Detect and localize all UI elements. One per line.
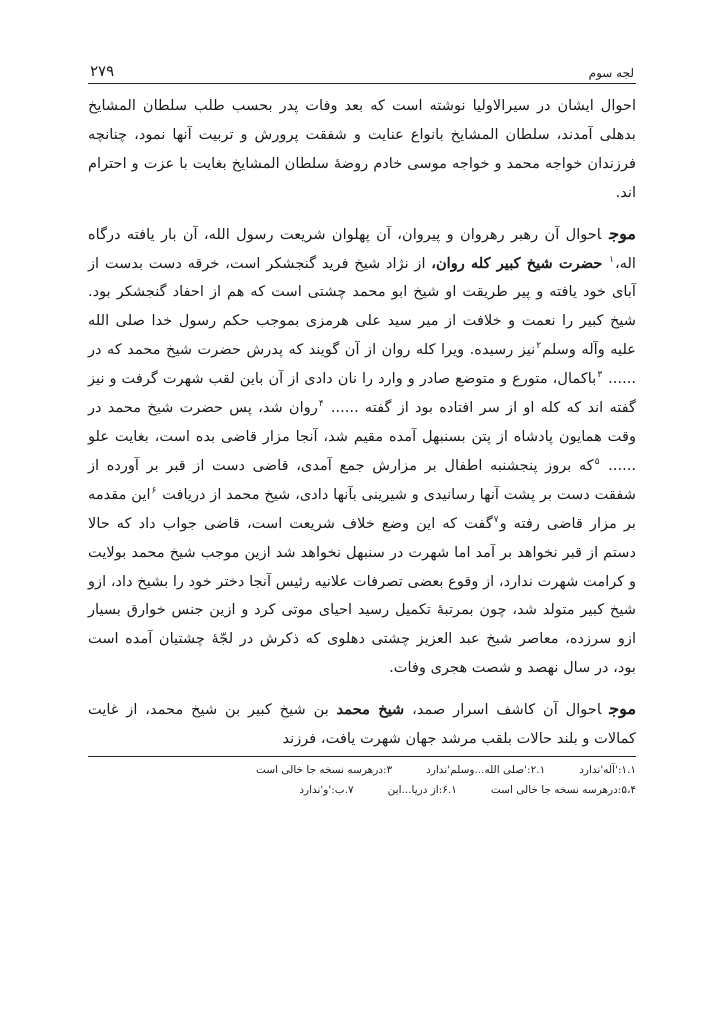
paragraph-1: احوال ایشان در سیرالاولیا نوشته است که بعد وفات پدر بحسب طلب سلطان المشایخ بدهلی آمدند، سلطان المشایخ بانواع عنایت و شفقت پرورش و تربیت آنها نمود، چنانچه فرزندان خواجه محمد و خواجه موسی خادم روضهٔ سلطان المشایخ بغایت با عزت و احترام اند. <box>88 97 636 201</box>
para2-seg4: روان شد، پس حضرت شیخ محمد در وقت همایون پادشاه از پتن بسنبهل آمده مقیم شد، آنجا مزار قاضی بده است، بغایت علو ...... <box>88 399 637 474</box>
para2-seg5: که بروز پنجشنبه اطفال بر مزارش جمع آمدی، قاضی دست از قبر بر آورده از شفقت دست بر پشت آنها رسانیدی و شیرینی بآنها دادی، شیخ محمد از دریافت <box>88 456 636 503</box>
running-header <box>88 54 636 84</box>
page-number: ۲۷۹ <box>90 62 115 80</box>
footnote-line-1 <box>88 760 636 780</box>
para2-intro: احوال آن رهبر رهروان و پیروان، آن پهلوان شریعت رسول الله، آن بار یافته درگاه اله، <box>88 225 636 272</box>
footnote-ref-5: ۵ <box>594 457 600 468</box>
chapter-title: لجه سوم <box>588 66 634 80</box>
sheikh-name-heading: شیخ محمد <box>336 701 405 719</box>
main-text <box>88 92 636 754</box>
para2-seg1: از نژاد شیخ فرید گنجشکر است، خرقه دست بدست از آبای خود یافته و پیر طریقت او شیخ ابو محمد چشتی است که هم از احفاد گنجشکر بود. شیخ کبیر را نعمت و خلافت از میر سید علی هرمزی بموجب حکم رسول خدا صلی الله علیه وآله وسلم <box>88 254 636 359</box>
footnotes <box>88 756 636 800</box>
footnote: ۷.ب:'و'ندارد <box>299 783 354 796</box>
footnote: ۲.۱:'صلی الله...وسلم'ندارد <box>426 763 546 776</box>
para2-seg7: گفت که این وضع خلاف شریعت است، قاضی جواب داد که حالا دستم از قبر نخواهد بر آمد اما شهرت در سنبهل نخواهد شد ازین موجب شیخ محمد بولایت و کرامت شهرت ندارد، از وقوع بعضی تصرفات علانیه رئیس آنجا دختر خود را بشیخ داد، ازو شیخ کبیر متولد شد، چون بمرتبهٔ تکمیل رسید احیای موتی کرد و ازین جنس خوارق بسیار ازو سرزده، معاصر شیخ عبد العزیز چشتی دهلوی که ذکرش در لجّهٔ چشتیان آمده است بود، در سال نهصد و شصت هجری وفات. <box>88 514 636 677</box>
paragraph-2 <box>88 220 636 684</box>
footnote-ref-7: ۷ <box>493 514 499 525</box>
footnote-ref-6: ۶ <box>151 485 157 496</box>
para3-intro: احوال آن کاشف اسرار صمد، <box>412 701 602 719</box>
para2-seg2: نیز رسیده. ویرا کله روان از آن گویند که پدرش حضرت شیخ محمد که در ...... <box>88 341 636 388</box>
paragraph-3 <box>88 695 636 754</box>
sheikh-name-heading: حضرت شیخ کبیر کله روان، <box>431 254 603 272</box>
mawj-marker: موج <box>609 223 636 243</box>
footnote-ref-1: ۱ <box>609 254 614 265</box>
footnote: ۱.۱:'آله'ندارد <box>579 763 636 776</box>
footnote: ۵،۴:درهرسه نسخه جا خالی است <box>490 783 636 796</box>
footnote: ۶.۱:از دریا...این <box>387 783 457 796</box>
footnote-line-2 <box>88 780 636 800</box>
footnote-ref-3: ۳ <box>597 370 603 381</box>
footnote: ۳:درهرسه نسخه جا خالی است <box>256 763 393 776</box>
footnote-ref-2: ۲ <box>536 341 542 352</box>
book-page <box>88 54 636 800</box>
para2-seg3: باکمال، متورع و متوضع صادر و وارد را نان دادی از آن باین لقب شهرت گرفت و نیز گفته اند که کله او از سر افتاده بود از گفته ...... <box>88 370 637 417</box>
mawj-marker: موج <box>609 699 637 719</box>
para2-seg6: این مقدمه بر مزار قاضی رفته و <box>88 485 636 532</box>
footnote-ref-4: ۴ <box>318 399 324 410</box>
para3-rest: بن شیخ کبیر بن شیخ محمد، از غایت کمالات و بلند حالات بلقب مرشد جهان شهرت یافت، فرزند <box>88 701 636 748</box>
